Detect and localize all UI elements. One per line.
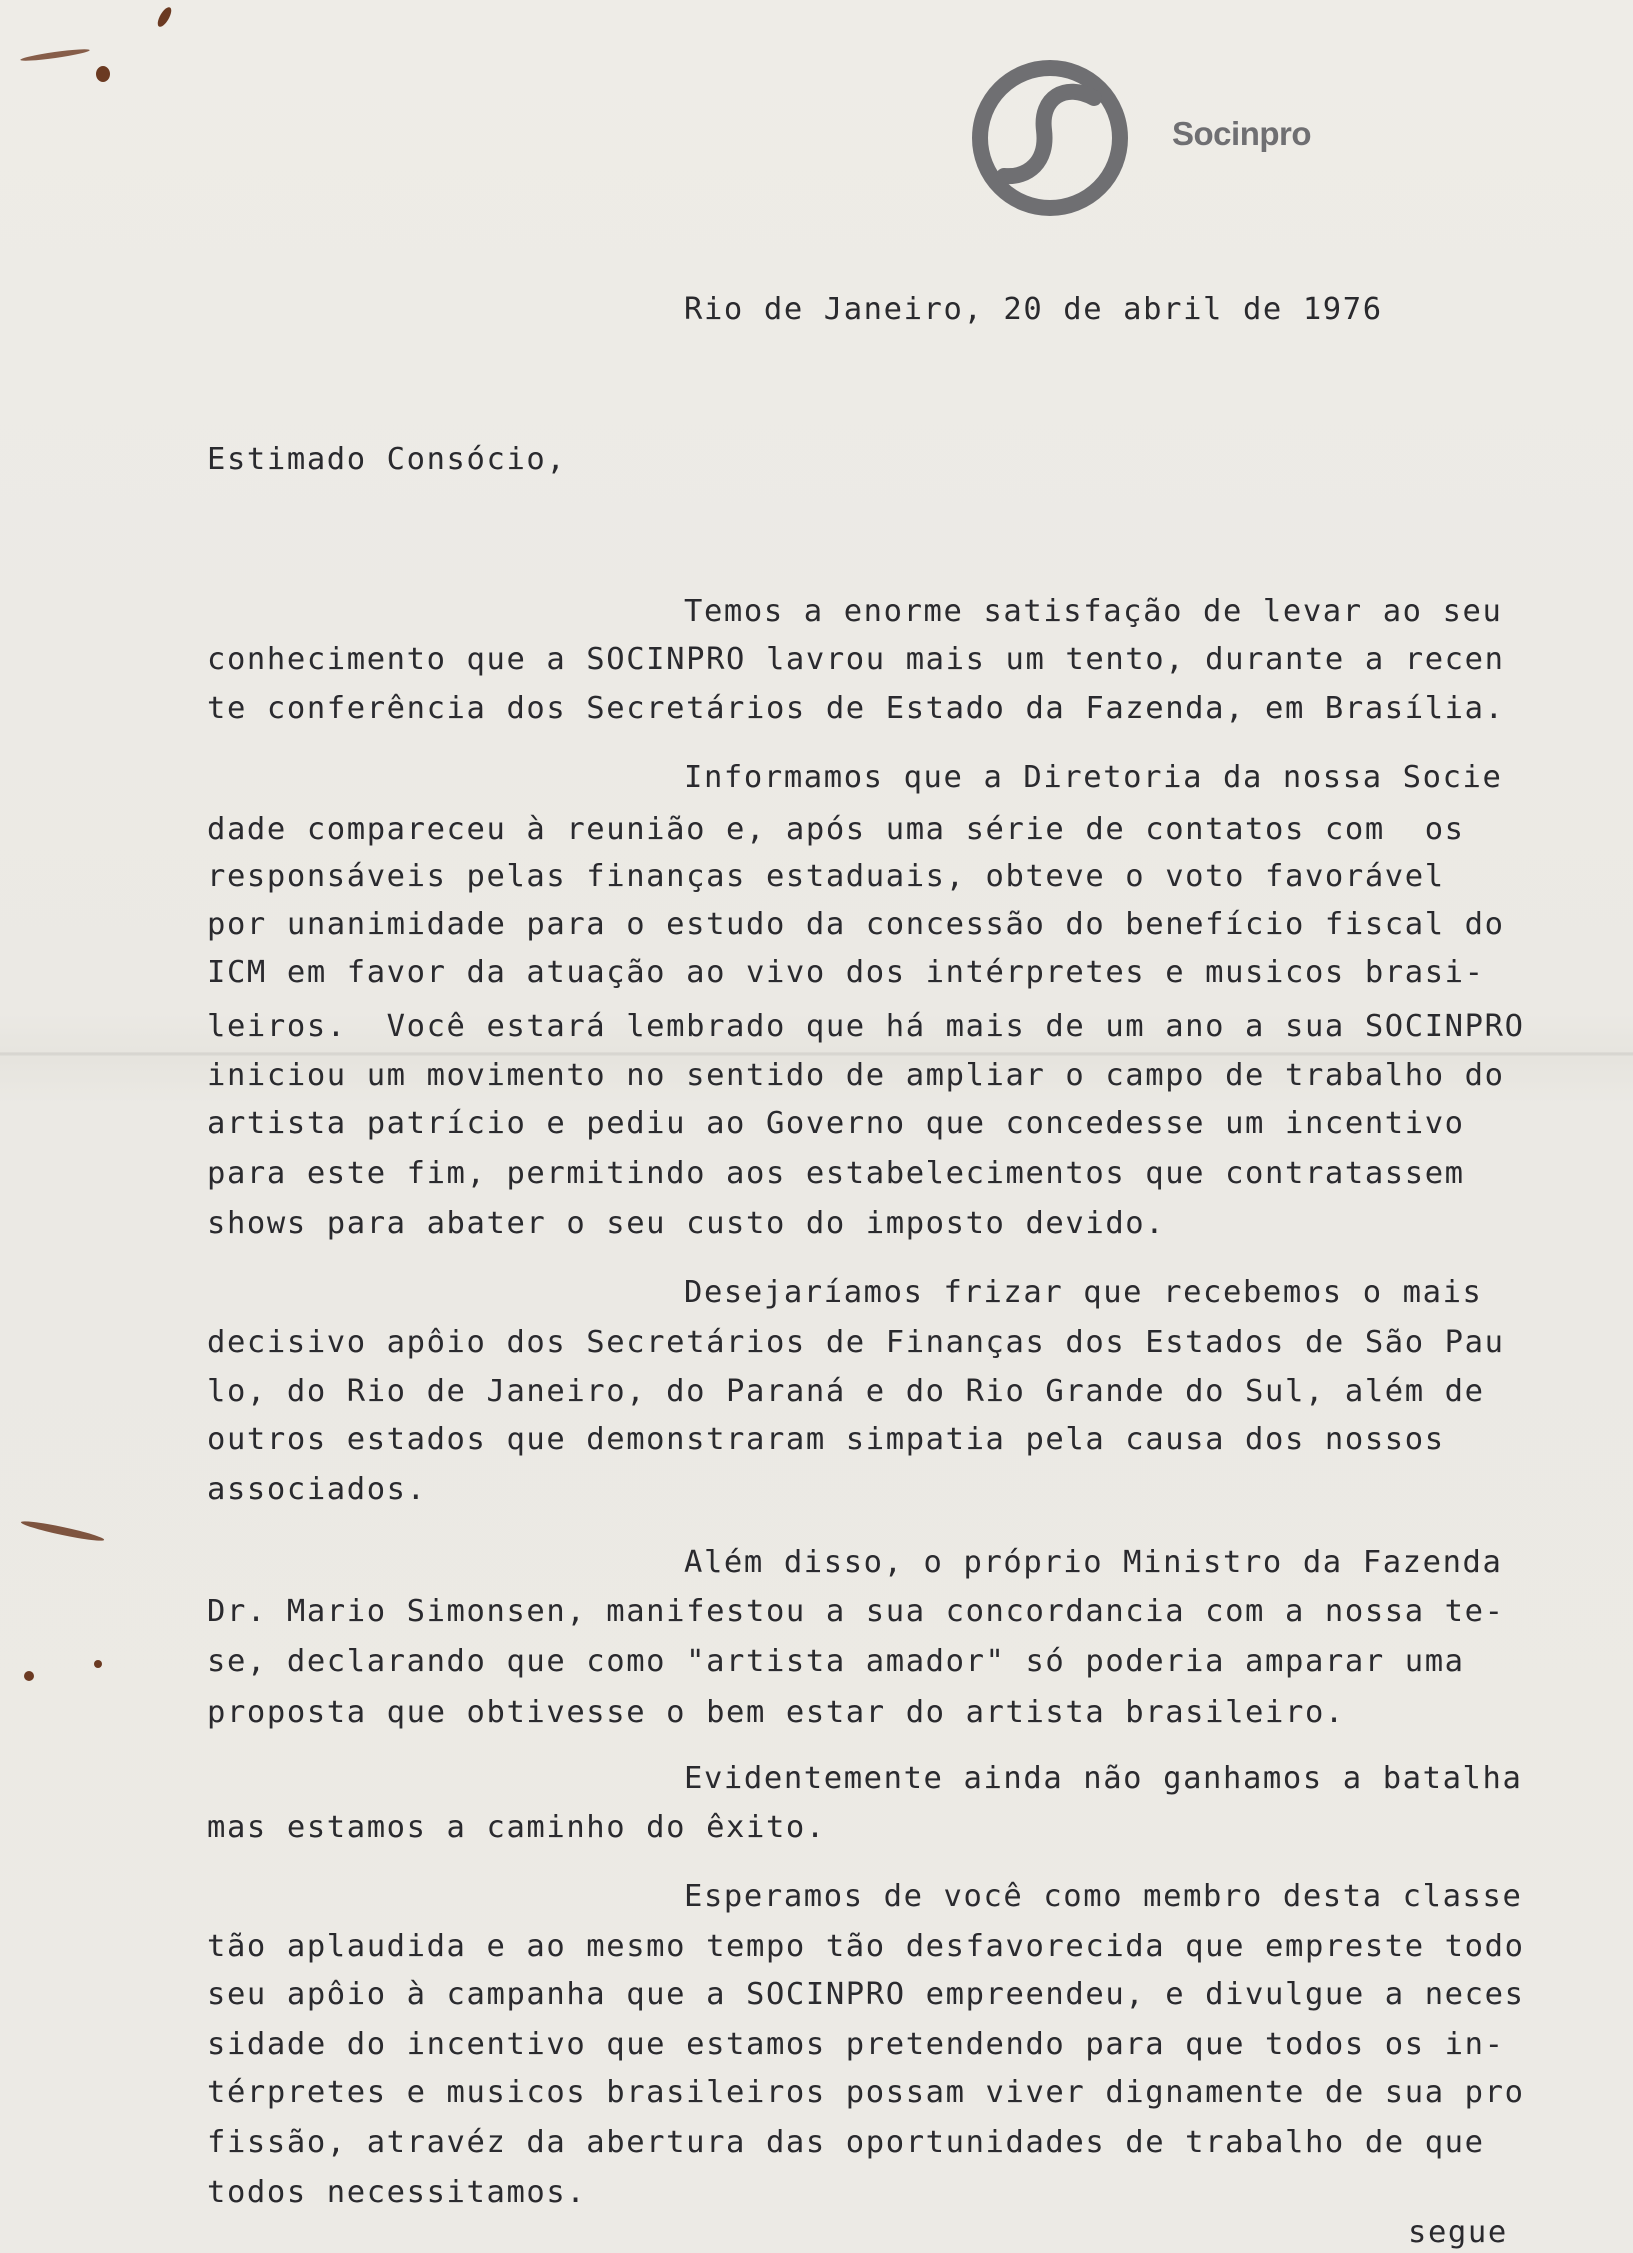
body-line: artista patrício e pediu ao Governo que concedesse um incentivo [207, 1106, 1465, 1141]
stain-mark [20, 1518, 105, 1543]
continuation-note: segue [1408, 2215, 1508, 2250]
body-line: iniciou um movimento no sentido de ampliar o campo de trabalho do [207, 1058, 1505, 1093]
body-line: térpretes e musicos brasileiros possam viver dignamente de sua pro [207, 2075, 1525, 2110]
body-line: todos necessitamos. [207, 2175, 587, 2210]
body-line: seu apôio à campanha que a SOCINPRO empreendeu, e divulgue a neces [207, 1977, 1525, 2012]
body-line: outros estados que demonstraram simpatia pela causa dos nossos [207, 1422, 1445, 1457]
body-line: associados. [207, 1472, 427, 1507]
socinpro-logo [970, 58, 1130, 218]
body-line: shows para abater o seu custo do imposto devido. [207, 1206, 1166, 1241]
body-line: dade compareceu à reunião e, após uma série de contatos com os [207, 812, 1465, 847]
body-line: mas estamos a caminho do êxito. [207, 1810, 826, 1845]
body-line: Além disso, o próprio Ministro da Fazenda [684, 1545, 1503, 1580]
body-line: por unanimidade para o estudo da concessão do benefício fiscal do [207, 907, 1505, 942]
body-line: decisivo apôio dos Secretários de Finanças dos Estados de São Pau [207, 1325, 1505, 1360]
stain-mark [20, 47, 90, 63]
salutation: Estimado Consócio, [207, 442, 567, 477]
stain-mark [96, 66, 110, 82]
body-line: se, declarando que como "artista amador" só poderia amparar uma [207, 1644, 1465, 1679]
body-line: Esperamos de você como membro desta classe [684, 1879, 1523, 1914]
body-line: ICM em favor da atuação ao vivo dos intérpretes e musicos brasi- [207, 955, 1485, 990]
body-line: lo, do Rio de Janeiro, do Paraná e do Rio Grande do Sul, além de [207, 1374, 1485, 1409]
stain-mark [24, 1671, 34, 1681]
body-line: fissão, atravéz da abertura das oportunidades de trabalho de que [207, 2125, 1485, 2160]
stain-mark [94, 1660, 102, 1668]
body-line: sidade do incentivo que estamos pretendendo para que todos os in- [207, 2027, 1505, 2062]
body-line: Desejaríamos frizar que recebemos o mais [684, 1275, 1483, 1310]
body-line: proposta que obtivesse o bem estar do artista brasileiro. [207, 1695, 1345, 1730]
body-line: Temos a enorme satisfação de levar ao seu [684, 594, 1503, 629]
body-line: Dr. Mario Simonsen, manifestou a sua concordancia com a nossa te- [207, 1594, 1505, 1629]
body-line: tão aplaudida e ao mesmo tempo tão desfavorecida que empreste todo [207, 1929, 1525, 1964]
date-line: Rio de Janeiro, 20 de abril de 1976 [684, 292, 1383, 327]
body-line: te conferência dos Secretários de Estado da Fazenda, em Brasília. [207, 691, 1505, 726]
brand-name: Socinpro [1172, 115, 1312, 152]
body-line: Evidentemente ainda não ganhamos a batalha [684, 1761, 1523, 1796]
body-line: para este fim, permitindo aos estabelecimentos que contratassem [207, 1156, 1465, 1191]
body-line: leiros. Você estará lembrado que há mais de um ano a sua SOCINPRO [207, 1009, 1525, 1044]
body-line: responsáveis pelas finanças estaduais, obteve o voto favorável [207, 859, 1445, 894]
body-line: Informamos que a Diretoria da nossa Socie [684, 760, 1503, 795]
stain-mark [155, 5, 174, 29]
body-line: conhecimento que a SOCINPRO lavrou mais um tento, durante a recen [207, 642, 1505, 677]
